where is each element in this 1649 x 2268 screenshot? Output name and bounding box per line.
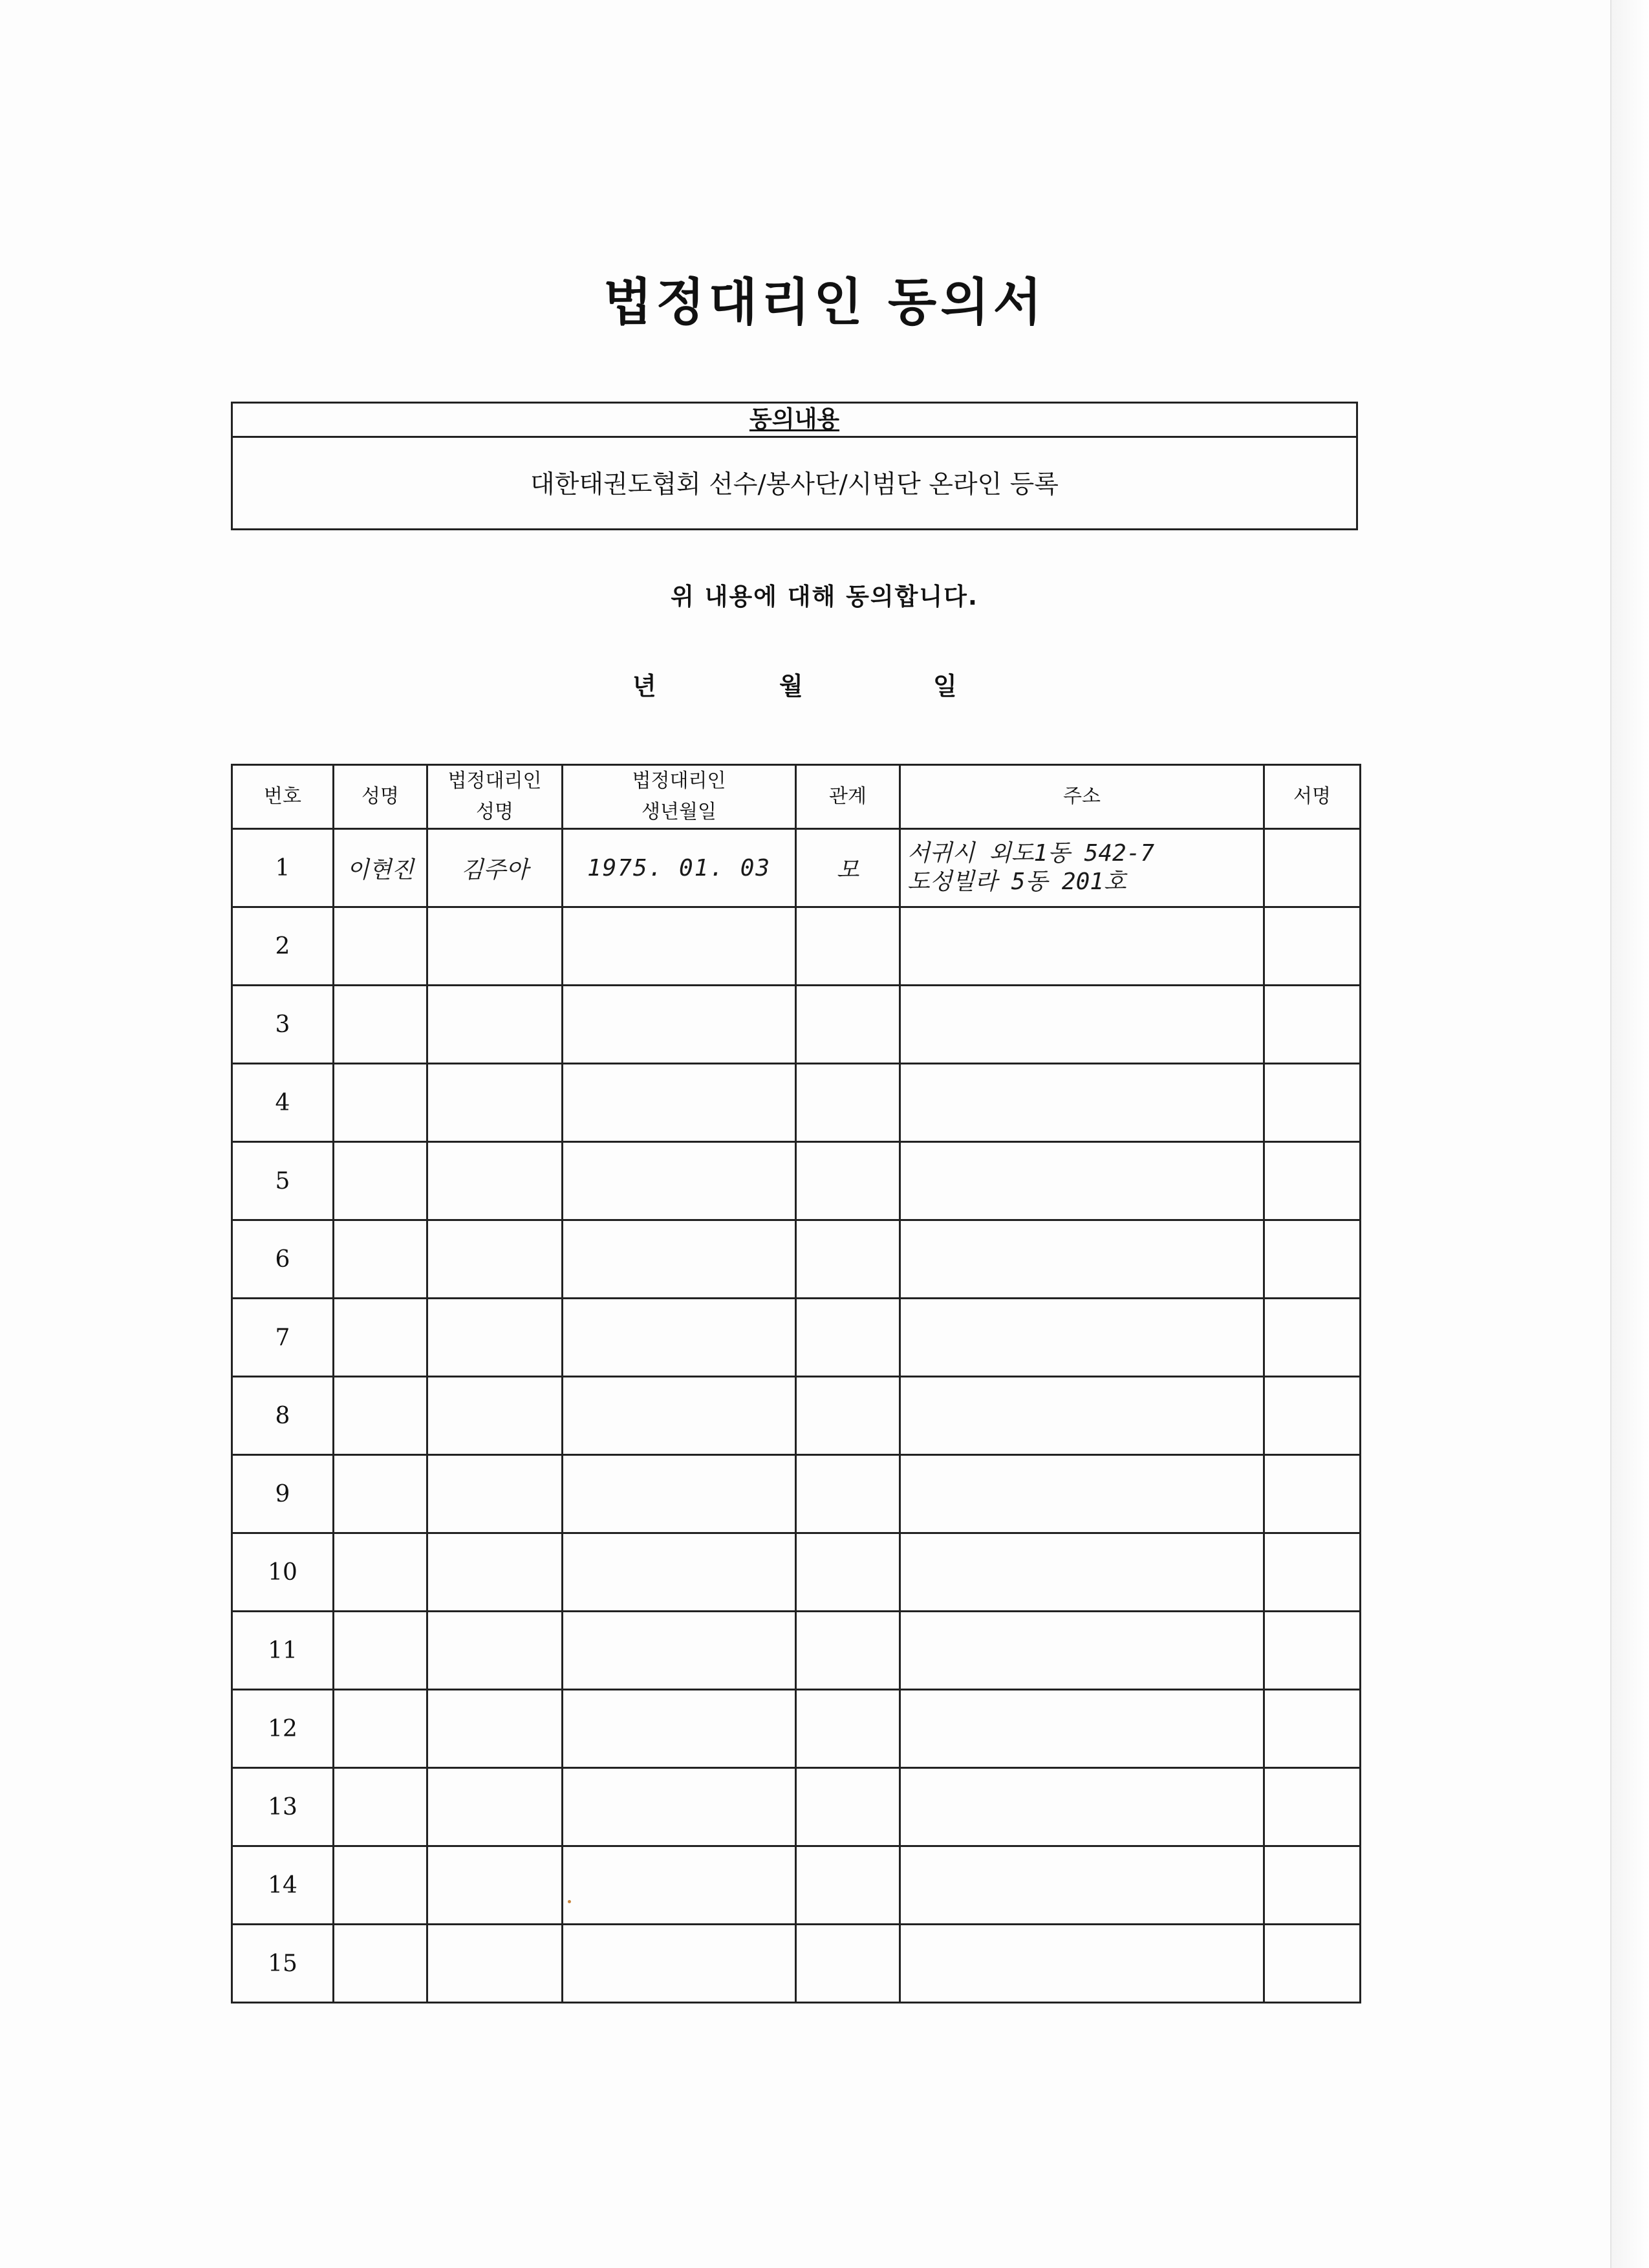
date-day-label: 일: [933, 672, 957, 700]
name-cell: [334, 1455, 427, 1533]
guardian-birth-cell: [563, 1455, 796, 1533]
table-row: [232, 986, 1361, 1064]
document-title: 법정대리인 동의서: [603, 273, 1046, 332]
table-row: [232, 1925, 1361, 2003]
signature-cell: [1264, 1925, 1361, 2003]
guardian-birth-cell: [563, 907, 796, 986]
table-row: [232, 1612, 1361, 1690]
signature-cell: [1264, 1612, 1361, 1690]
agreement-statement: 위 내용에 대해 동의합니다.: [671, 583, 978, 610]
header-guardian-name-line2: 성명: [476, 801, 513, 823]
name-cell: [334, 1612, 427, 1690]
guardian-name-cell: [427, 1690, 563, 1768]
guardian-birth-cell: [563, 1533, 796, 1612]
table-row: [232, 829, 1361, 907]
guardian-birth-cell: [563, 1377, 796, 1455]
guardian-birth-cell: [563, 1925, 796, 2003]
paper-edge: [1610, 0, 1649, 2268]
row-number: 5: [232, 1142, 334, 1220]
address-cell: [900, 986, 1264, 1064]
address-cell: [900, 829, 1264, 907]
name-cell: [334, 1142, 427, 1220]
table-row: [232, 1064, 1361, 1142]
address-line2: 도성빌라 5동 201호: [907, 869, 1126, 895]
name-cell: [334, 1377, 427, 1455]
table-row: [232, 1377, 1361, 1455]
header-name: 성명: [334, 765, 427, 829]
header-guardian-name-line1: 법정대리인: [447, 770, 542, 792]
header-relation: 관계: [796, 765, 900, 829]
guardian-birth-cell: [563, 1768, 796, 1846]
header-guardian-birth: [563, 765, 796, 829]
name-cell: [334, 1220, 427, 1299]
address-cell: [900, 1377, 1264, 1455]
relation-cell: [796, 1925, 900, 2003]
guardian-birth-cell: [563, 1220, 796, 1299]
row-number: 14: [232, 1846, 334, 1925]
relation-cell: [796, 1612, 900, 1690]
relation-cell: [796, 1533, 900, 1612]
address-cell: [900, 1299, 1264, 1377]
guardian-name-cell: [427, 1612, 563, 1690]
row-number: 6: [232, 1220, 334, 1299]
table-header-row: [232, 765, 1361, 829]
address-cell: [900, 907, 1264, 986]
name-cell: [334, 1925, 427, 2003]
table-row: [232, 1690, 1361, 1768]
consent-content-box: [231, 402, 1358, 530]
guardian-name-cell: [427, 1846, 563, 1925]
header-guardian-birth-line1: 법정대리인: [632, 770, 726, 792]
address-cell: [900, 1064, 1264, 1142]
signature-cell: [1264, 1220, 1361, 1299]
guardian-birth-cell: [563, 1690, 796, 1768]
row-number: 11: [232, 1612, 334, 1690]
guardian-birth-cell: [563, 1142, 796, 1220]
header-address: 주소: [900, 765, 1264, 829]
name-cell: [334, 1768, 427, 1846]
consent-body: 대한태권도협회 선수/봉사단/시범단 온라인 등록: [530, 470, 1059, 499]
row-number: 8: [232, 1377, 334, 1455]
name-cell: [334, 907, 427, 986]
guardian-name-cell: [427, 907, 563, 986]
guardian-name-cell: [427, 1533, 563, 1612]
table-row: [232, 1768, 1361, 1846]
name-cell: [334, 1064, 427, 1142]
guardian-name-cell: [427, 1220, 563, 1299]
guardian-birth-cell: [563, 1064, 796, 1142]
guardian-birth-cell: [563, 1299, 796, 1377]
relation-cell: [796, 1455, 900, 1533]
address-cell: [900, 1220, 1264, 1299]
header-no: 번호: [232, 765, 334, 829]
row-number: 12: [232, 1690, 334, 1768]
relation-cell: 모: [796, 829, 900, 907]
signature-cell: [1264, 907, 1361, 986]
table-row: [232, 1846, 1361, 1925]
table-row: [232, 1299, 1361, 1377]
guardian-name-cell: [427, 1455, 563, 1533]
relation-cell: [796, 1299, 900, 1377]
relation-cell: [796, 1064, 900, 1142]
signature-cell: [1264, 1064, 1361, 1142]
row-number: 2: [232, 907, 334, 986]
relation-cell: [796, 986, 900, 1064]
relation-cell: [796, 1768, 900, 1846]
signature-cell: [1264, 1455, 1361, 1533]
consent-header: 동의내용: [233, 404, 1356, 438]
row-number: 7: [232, 1299, 334, 1377]
signature-cell: [1264, 1768, 1361, 1846]
table-row: [232, 1533, 1361, 1612]
address-cell: [900, 1846, 1264, 1925]
relation-cell: [796, 1846, 900, 1925]
guardian-birth-cell: [563, 1846, 796, 1925]
scan-speck: [568, 1900, 571, 1903]
address-cell: [900, 1690, 1264, 1768]
row-number: 13: [232, 1768, 334, 1846]
date-year-label: 년: [632, 672, 656, 700]
guardian-birth-cell: 1975. 01. 03: [563, 829, 796, 907]
signature-cell: [1264, 1846, 1361, 1925]
registration-table: [231, 764, 1361, 2003]
row-number: 15: [232, 1925, 334, 2003]
table-row: [232, 907, 1361, 986]
relation-cell: [796, 1690, 900, 1768]
row-number: 10: [232, 1533, 334, 1612]
row-number: 3: [232, 986, 334, 1064]
relation-cell: [796, 1220, 900, 1299]
header-guardian-birth-line2: 생년월일: [641, 801, 717, 823]
guardian-name-cell: [427, 1299, 563, 1377]
header-signature: 서명: [1264, 765, 1361, 829]
relation-cell: [796, 907, 900, 986]
row-number: 1: [232, 829, 334, 907]
header-guardian-name: [427, 765, 563, 829]
guardian-birth-cell: [563, 1612, 796, 1690]
signature-cell: [1264, 1299, 1361, 1377]
guardian-name-cell: 김주아: [427, 829, 563, 907]
address-cell: [900, 1768, 1264, 1846]
address-cell: [900, 1142, 1264, 1220]
date-month-label: 월: [779, 672, 803, 700]
guardian-name-cell: [427, 1377, 563, 1455]
name-cell: [334, 1846, 427, 1925]
guardian-birth-cell: [563, 986, 796, 1064]
address-cell: [900, 1455, 1264, 1533]
address-cell: [900, 1533, 1264, 1612]
guardian-name-cell: [427, 1142, 563, 1220]
name-cell: [334, 1299, 427, 1377]
address-line1: 서귀시 외도1동 542-7: [907, 840, 1155, 867]
address-cell: [900, 1612, 1264, 1690]
guardian-name-cell: [427, 1064, 563, 1142]
signature-cell: [1264, 1377, 1361, 1455]
address-cell: [900, 1925, 1264, 2003]
signature-cell: [1264, 829, 1361, 907]
guardian-name-cell: [427, 1925, 563, 2003]
name-cell: 이현진: [334, 829, 427, 907]
name-cell: [334, 1533, 427, 1612]
relation-cell: [796, 1377, 900, 1455]
name-cell: [334, 1690, 427, 1768]
row-number: 9: [232, 1455, 334, 1533]
table-row: [232, 1142, 1361, 1220]
guardian-name-cell: [427, 986, 563, 1064]
signature-cell: [1264, 1142, 1361, 1220]
row-number: 4: [232, 1064, 334, 1142]
table-row: [232, 1220, 1361, 1299]
relation-cell: [796, 1142, 900, 1220]
signature-cell: [1264, 1533, 1361, 1612]
signature-cell: [1264, 986, 1361, 1064]
guardian-name-cell: [427, 1768, 563, 1846]
table-row: [232, 1455, 1361, 1533]
name-cell: [334, 986, 427, 1064]
signature-cell: [1264, 1690, 1361, 1768]
